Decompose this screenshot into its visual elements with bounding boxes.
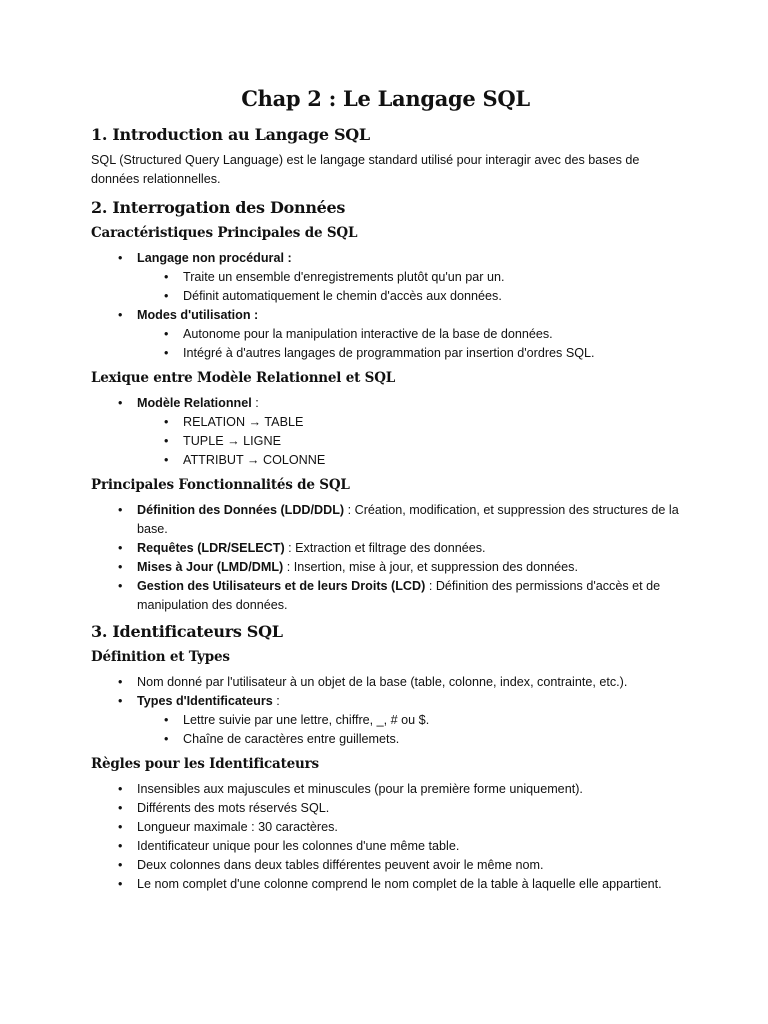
sub-list: [137, 711, 680, 749]
list-item-label: Définition des Données (LDD/DDL): [137, 503, 345, 517]
list-item-label: Types d'Identificateurs: [137, 694, 273, 708]
sub-list-item: • TUPLE → LIGNE: [137, 432, 680, 451]
list-item-text: : Création, modification, et suppression des structures de la base.: [137, 503, 679, 536]
list-item: [91, 692, 680, 749]
list-item: • Le nom complet d'une colonne comprend le nom complet de la table à laquelle elle appartient.: [91, 875, 680, 894]
list-item-text: : Définition des permissions d'accès et de manipulation des données.: [137, 579, 661, 612]
subheading-definition: Définition et Types: [91, 649, 230, 665]
caracteristiques-list: [91, 249, 680, 363]
introduction-paragraph: SQL (Structured Query Language) est le langage standard utilisé pour interagir avec des bases de données relationnelles.: [91, 153, 640, 186]
sub-list: [137, 325, 680, 363]
section-heading-introduction: 1. Introduction au Langage SQL: [91, 125, 370, 144]
fonctionnalites-list: [91, 501, 680, 615]
sub-list-item: • ATTRIBUT → COLONNE: [137, 451, 680, 470]
sub-list-item: • Chaîne de caractères entre guillemets.: [137, 730, 680, 749]
sub-list: [137, 413, 680, 470]
list-item-label: Mises à Jour (LMD/DML): [137, 560, 284, 574]
sub-list-item: • Lettre suivie par une lettre, chiffre, _, # ou $.: [137, 711, 680, 730]
list-item: [91, 249, 680, 306]
sub-list-item: • Traite un ensemble d'enregistrements plutôt qu'un par un.: [137, 268, 680, 287]
subheading-caracteristiques: Caractéristiques Principales de SQL: [91, 225, 358, 241]
list-item-label: Modèle Relationnel: [137, 396, 252, 410]
list-item: • Nom donné par l'utilisateur à un objet de la base (table, colonne, index, contrainte, etc.).: [91, 673, 680, 692]
list-item-suffix: :: [272, 694, 280, 708]
subheading-lexique: Lexique entre Modèle Relationnel et SQL: [91, 370, 396, 386]
list-item: [91, 577, 680, 615]
regles-list: [91, 780, 680, 894]
lexique-list: [91, 394, 680, 470]
list-item-suffix: :: [251, 396, 259, 410]
definition-list: [91, 673, 680, 749]
list-item-label: Modes d'utilisation :: [137, 308, 259, 322]
section-heading-identificateurs: 3. Identificateurs SQL: [91, 622, 283, 641]
subheading-regles: Règles pour les Identificateurs: [91, 756, 319, 772]
page-title: Chap 2 : Le Langage SQL: [241, 86, 530, 111]
subheading-fonctionnalites: Principales Fonctionnalités de SQL: [91, 477, 350, 493]
list-item: • Insensibles aux majuscules et minuscules (pour la première forme uniquement).: [91, 780, 680, 799]
list-item: [91, 539, 680, 558]
section-heading-interrogation: 2. Interrogation des Données: [91, 198, 346, 217]
list-item-label: Requêtes (LDR/SELECT): [137, 541, 285, 555]
list-item: • Identificateur unique pour les colonnes d'une même table.: [91, 837, 680, 856]
list-item-label: Langage non procédural :: [137, 251, 292, 265]
list-item: [91, 306, 680, 363]
sub-list: [137, 268, 680, 306]
list-item-label: Gestion des Utilisateurs et de leurs Droits (LCD): [137, 579, 426, 593]
list-item-text: : Extraction et filtrage des données.: [284, 541, 486, 555]
list-item: • Différents des mots réservés SQL.: [91, 799, 680, 818]
list-item: [91, 558, 680, 577]
sub-list-item: • Autonome pour la manipulation interactive de la base de données.: [137, 325, 680, 344]
list-item: [91, 394, 680, 470]
list-item: • Longueur maximale : 30 caractères.: [91, 818, 680, 837]
sub-list-item: • Intégré à d'autres langages de programmation par insertion d'ordres SQL.: [137, 344, 680, 363]
list-item: • Deux colonnes dans deux tables différentes peuvent avoir le même nom.: [91, 856, 680, 875]
sub-list-item: • Définit automatiquement le chemin d'accès aux données.: [137, 287, 680, 306]
sub-list-item: • RELATION → TABLE: [137, 413, 680, 432]
list-item-text: : Insertion, mise à jour, et suppression des données.: [283, 560, 578, 574]
list-item: [91, 501, 680, 539]
